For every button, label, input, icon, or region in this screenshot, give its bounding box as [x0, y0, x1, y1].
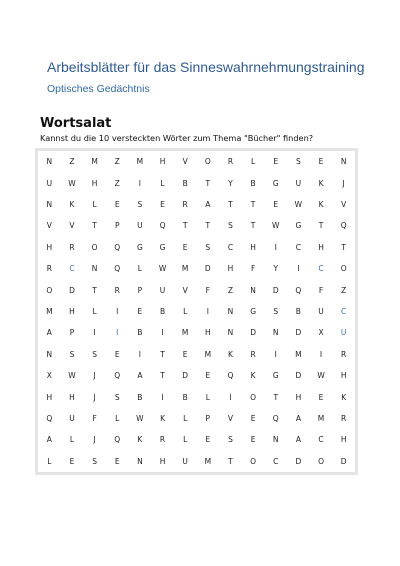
grid-cell: W [68, 178, 76, 188]
grid-cell: C [341, 306, 347, 316]
grid-cell: U [69, 413, 75, 423]
grid-cell: E [160, 199, 165, 209]
grid-cell: D [272, 285, 279, 295]
grid-cell: C [318, 435, 324, 445]
grid-cell: E [205, 435, 211, 445]
grid-cell: S [205, 242, 211, 252]
grid-cell: C [318, 264, 324, 274]
grid-cell: B [159, 306, 166, 316]
grid-cell: S [228, 221, 233, 231]
grid-cell: U [137, 221, 143, 231]
header-title: Arbeitsblätter für das Sinneswahrnehmungstraining [47, 59, 365, 75]
word-search-grid [38, 151, 355, 472]
grid-cell: G [159, 242, 166, 252]
grid-cell: A [46, 435, 52, 445]
grid-cell: I [319, 349, 323, 359]
grid-cell: I [116, 328, 119, 338]
grid-cell: I [93, 328, 96, 338]
grid-cell: V [182, 285, 188, 295]
grid-cell: D [69, 285, 75, 295]
grid-cell: Z [114, 178, 120, 188]
grid-cell: K [341, 392, 347, 402]
grid-cell: Z [341, 285, 347, 295]
grid-cell: K [318, 178, 324, 188]
grid-cell: I [138, 178, 141, 188]
grid-cell: Y [273, 264, 279, 274]
grid-cell: C [273, 456, 279, 466]
grid-cell: M [317, 413, 325, 423]
grid-cell: B [182, 178, 188, 188]
grid-cell: I [274, 242, 277, 252]
grid-cell: L [92, 199, 97, 209]
grid-cell: P [114, 221, 120, 231]
grid-cell: B [137, 392, 143, 402]
grid-cell: U [182, 456, 188, 466]
grid-cell: O [250, 392, 257, 402]
grid-cell: T [160, 349, 165, 359]
grid-cell: I [116, 306, 119, 316]
header-subtitle: Optisches Gedächtnis [47, 83, 150, 95]
grid-cell: S [92, 349, 97, 359]
grid-cell: H [227, 264, 234, 274]
grid-cell: D [340, 456, 347, 466]
grid-cell: N [137, 456, 143, 466]
grid-cell: T [205, 178, 211, 188]
worksheet-title: Wortsalat [40, 116, 112, 131]
grid-cell: Q [46, 413, 53, 423]
grid-cell: A [295, 413, 301, 423]
grid-cell: E [182, 242, 188, 252]
grid-cell: Q [340, 221, 347, 231]
grid-cell: O [250, 456, 257, 466]
grid-cell: L [205, 392, 210, 402]
grid-cell: V [182, 157, 188, 167]
grid-cell: R [341, 349, 347, 359]
worksheet-question: Kannst du die 10 versteckten Wörter zum Thema "Bücher" finden? [40, 133, 314, 143]
grid-cell: V [227, 413, 234, 423]
grid-cell: U [295, 178, 302, 188]
grid-cell: N [340, 157, 347, 167]
grid-cell: E [273, 199, 279, 209]
grid-cell: W [317, 371, 325, 381]
grid-cell: I [161, 392, 164, 402]
grid-cell: E [137, 306, 143, 316]
grid-cell: E [273, 157, 279, 167]
grid-cell: T [341, 242, 346, 252]
grid-cell: E [182, 349, 188, 359]
grid-cell: D [204, 264, 211, 274]
grid-cell: O [91, 242, 98, 252]
grid-cell: G [272, 178, 279, 188]
grid-cell: Q [272, 413, 279, 423]
grid-cell: Y [228, 178, 233, 188]
grid-cell: R [250, 349, 256, 359]
grid-cell: N [46, 157, 53, 167]
grid-cell: R [227, 157, 234, 167]
grid-cell: I [229, 392, 232, 402]
grid-cell: Q [114, 242, 121, 252]
grid-cell: E [205, 371, 211, 381]
grid-cell: D [295, 328, 302, 338]
grid-cell: I [206, 306, 209, 316]
grid-cell: E [318, 392, 324, 402]
grid-cell: H [159, 157, 166, 167]
grid-cell: N [250, 285, 256, 295]
grid-cell: N [91, 264, 98, 274]
grid-cell: L [115, 413, 120, 423]
grid-cell: A [137, 371, 143, 381]
grid-cell: M [46, 306, 53, 316]
grid-cell: H [159, 456, 166, 466]
grid-cell: S [114, 392, 120, 402]
grid-cell: S [273, 306, 279, 316]
grid-cell: R [182, 199, 188, 209]
grid-cell: V [341, 199, 347, 209]
grid-cell: N [272, 328, 279, 338]
grid-cell: G [250, 306, 256, 316]
grid-cell: O [46, 285, 53, 295]
grid-cell: C [295, 242, 301, 252]
grid-cell: L [137, 264, 142, 274]
grid-cell: S [228, 435, 233, 445]
grid-cell: M [91, 157, 98, 167]
grid-cell: E [250, 435, 256, 445]
grid-cell: W [272, 221, 280, 231]
grid-cell: O [340, 264, 347, 274]
grid-cell: D [182, 371, 189, 381]
grid-cell: G [272, 371, 279, 381]
grid-cell: K [228, 349, 233, 359]
grid-cell: H [69, 306, 75, 316]
grid-cell: R [159, 435, 166, 445]
grid-cell: M [181, 264, 189, 274]
grid-cell: H [91, 178, 98, 188]
grid-cell: T [182, 221, 188, 231]
grid-cell: M [295, 349, 302, 359]
grid-cell: Q [159, 221, 166, 231]
grid-cell: H [318, 242, 324, 252]
grid-cell: M [136, 157, 144, 167]
grid-cell: O [204, 157, 211, 167]
grid-cell: F [250, 264, 256, 274]
grid-cell: S [92, 456, 97, 466]
grid-cell: A [295, 435, 301, 445]
grid-cell: R [341, 413, 347, 423]
grid-cell: L [160, 178, 165, 188]
grid-cell: W [294, 199, 303, 209]
grid-cell: Q [295, 285, 302, 295]
grid-cell: T [160, 371, 165, 381]
grid-cell: U [340, 328, 347, 338]
grid-cell: J [342, 178, 345, 188]
grid-cell: E [318, 157, 324, 167]
grid-cell: H [46, 242, 53, 252]
grid-cell: L [183, 413, 188, 423]
grid-cell: S [296, 157, 301, 167]
grid-cell: M [204, 456, 212, 466]
grid-cell: Q [114, 435, 121, 445]
grid-cell: H [340, 371, 347, 381]
grid-cell: R [46, 264, 52, 274]
grid-cell: E [114, 456, 120, 466]
grid-cell: G [295, 221, 302, 231]
grid-cell: C [227, 242, 234, 252]
grid-cell: C [69, 264, 75, 274]
grid-cell: U [46, 178, 53, 188]
grid-cell: T [92, 221, 97, 231]
grid-cell: L [69, 435, 75, 445]
grid-cell: Q [114, 264, 121, 274]
grid-cell: T [205, 221, 211, 231]
grid-cell: O [318, 456, 324, 466]
grid-cell: N [272, 435, 279, 445]
grid-cell: H [46, 392, 53, 402]
grid-cell: G [136, 242, 143, 252]
grid-cell: D [295, 371, 302, 381]
grid-cell: Z [69, 157, 75, 167]
grid-cell: E [250, 413, 256, 423]
grid-cell: T [318, 221, 324, 231]
grid-cell: S [137, 199, 143, 209]
grid-cell: E [69, 456, 75, 466]
grid-cell: R [69, 242, 75, 252]
grid-cell: J [93, 392, 96, 402]
grid-cell: S [69, 349, 75, 359]
grid-cell: Z [227, 285, 234, 295]
grid-cell: H [295, 392, 302, 402]
grid-cell: P [69, 328, 75, 338]
grid-cell: L [47, 456, 52, 466]
grid-cell: L [92, 306, 97, 316]
grid-cell: N [46, 199, 53, 209]
grid-cell: Q [114, 371, 121, 381]
grid-cell: B [295, 306, 301, 316]
grid-cell: L [251, 157, 256, 167]
grid-cell: I [297, 264, 300, 274]
grid-cell: U [318, 306, 324, 316]
grid-cell: W [136, 413, 144, 423]
grid-cell: I [138, 349, 141, 359]
grid-cell: L [183, 435, 188, 445]
grid-cell: I [274, 349, 277, 359]
grid-cell: E [114, 199, 120, 209]
grid-cell: P [137, 285, 143, 295]
grid-cell: F [205, 285, 210, 295]
grid-cell: P [205, 413, 211, 423]
grid-cell: K [137, 435, 143, 445]
grid-cell: R [114, 285, 120, 295]
grid-cell: K [160, 413, 165, 423]
grid-cell: A [205, 199, 211, 209]
grid-cell: H [69, 392, 75, 402]
grid-cell: D [295, 456, 302, 466]
grid-cell: X [46, 371, 52, 381]
grid-cell: H [250, 242, 256, 252]
grid-cell: J [93, 435, 96, 445]
grid-cell: I [161, 328, 164, 338]
grid-cell: F [318, 285, 324, 295]
grid-cell: T [250, 199, 256, 209]
grid-cell: W [68, 371, 76, 381]
grid-cell: V [69, 221, 75, 231]
grid-cell: A [46, 328, 52, 338]
grid-cell: T [228, 199, 233, 209]
grid-cell: L [183, 306, 188, 316]
grid-cell: H [204, 328, 211, 338]
grid-cell: K [318, 199, 324, 209]
grid-cell: T [273, 392, 279, 402]
grid-cell: N [46, 349, 53, 359]
grid-cell: K [69, 199, 75, 209]
grid-cell: W [158, 264, 167, 274]
grid-cell: T [250, 221, 256, 231]
grid-cell: F [92, 413, 97, 423]
grid-cell: E [114, 349, 120, 359]
grid-cell: T [228, 456, 233, 466]
grid-cell: Z [114, 157, 120, 167]
grid-cell: B [137, 328, 143, 338]
grid-cell: M [181, 328, 189, 338]
grid-cell: V [46, 221, 52, 231]
grid-cell: J [93, 371, 96, 381]
grid-cell: H [340, 435, 347, 445]
grid-cell: K [250, 371, 256, 381]
grid-cell: Q [227, 371, 234, 381]
grid-cell: B [250, 178, 256, 188]
grid-cell: M [204, 349, 212, 359]
grid-cell: B [182, 392, 188, 402]
grid-cell: D [250, 328, 256, 338]
grid-cell: N [227, 306, 234, 316]
grid-cell: N [227, 328, 234, 338]
grid-cell: T [92, 285, 97, 295]
grid-cell: U [159, 285, 166, 295]
grid-cell: X [318, 328, 324, 338]
